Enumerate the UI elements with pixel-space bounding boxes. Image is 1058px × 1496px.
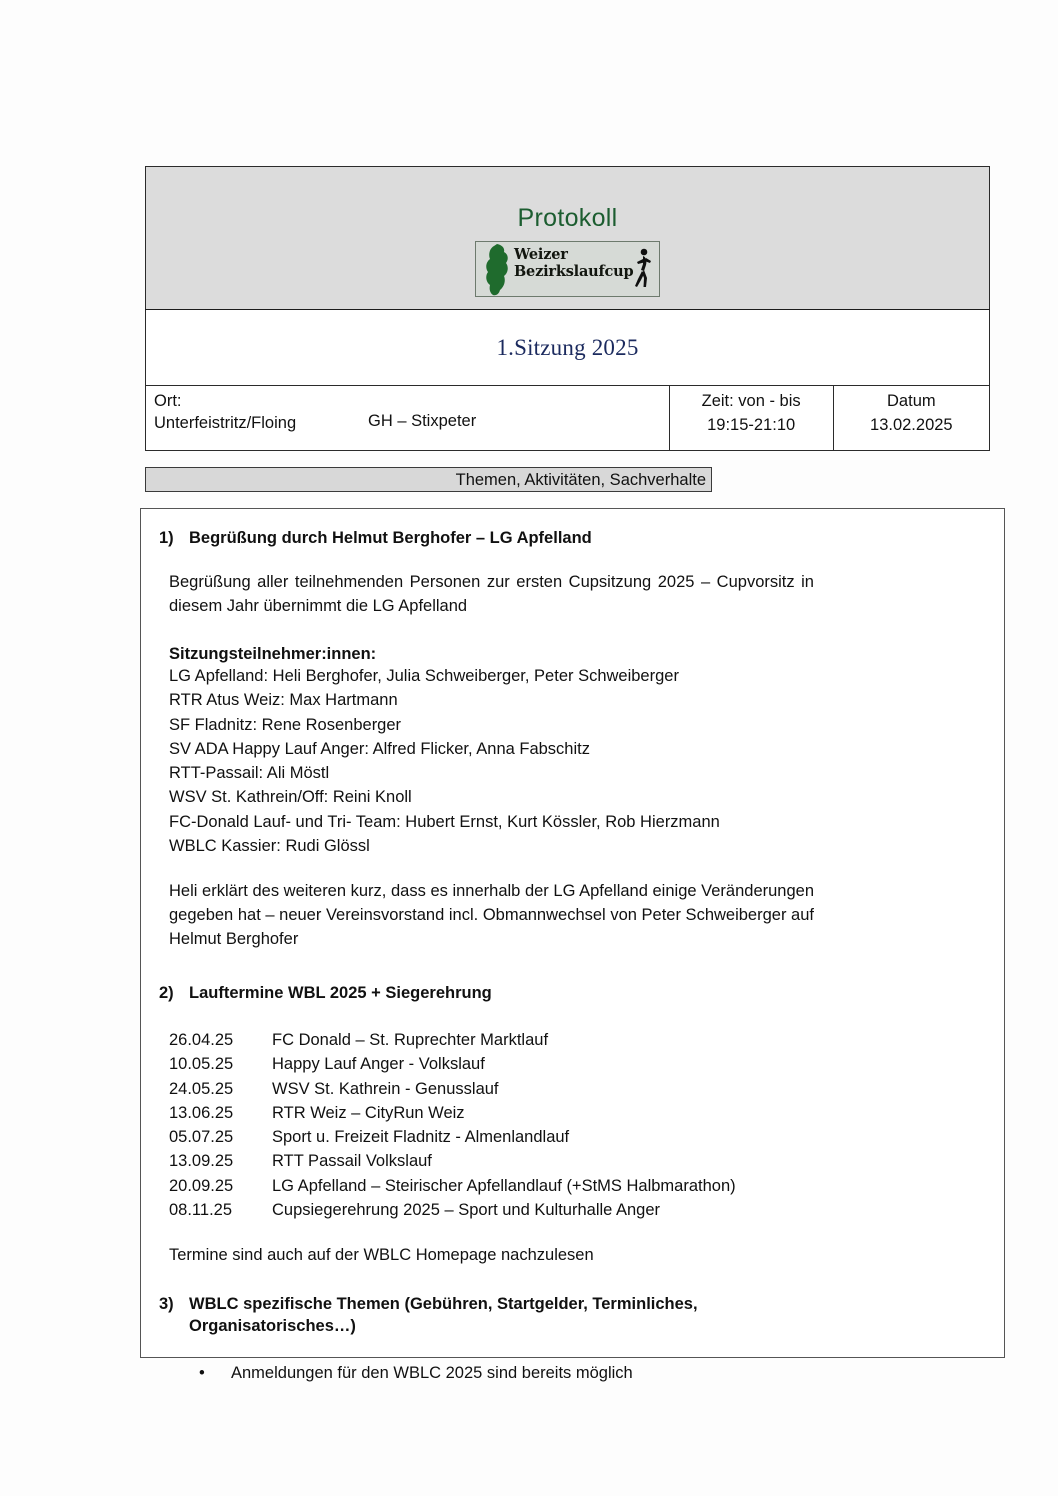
list-item: SF Fladnitz: Rene Rosenberger: [169, 715, 402, 734]
schedule-row: [169, 1149, 986, 1173]
time-value: 19:15-21:10: [707, 415, 796, 434]
schedule-date: 20.09.25: [169, 1176, 234, 1195]
schedule-event: WSV St. Kathrein - Genusslauf: [272, 1079, 499, 1098]
header-session-row: [146, 310, 990, 386]
list-item: SV ADA Happy Lauf Anger: Alfred Flicker, Anna Fabschitz: [169, 739, 590, 758]
date-cell: [833, 386, 989, 451]
weizer-bezirkslaufcup-logo: [475, 241, 660, 297]
agenda-item-3-title: WBLC spezifische Themen (Gebühren, Startgelder, Terminliches, Organisatorisches…): [189, 1295, 698, 1336]
document-header-table: [145, 166, 990, 451]
list-item: RTR Atus Weiz: Max Hartmann: [169, 691, 398, 710]
styria-district-map-icon: [484, 243, 512, 297]
schedule-row: [169, 1174, 986, 1198]
page-title: Protokoll: [517, 204, 618, 232]
section-header-bar: Themen, Aktivitäten, Sachverhalte: [145, 467, 712, 492]
race-schedule-list: [169, 1028, 986, 1222]
agenda-item-2-marker: 2): [159, 983, 174, 1002]
header-logo-cell: [146, 167, 990, 310]
schedule-row: [169, 1101, 986, 1125]
agenda-item-1-closing-paragraph: Heli erklärt des weiteren kurz, dass es innerhalb der LG Apfelland einige Veränderungen gegeben hat – neuer Vereinsvorstand incl. Obmannwechsel von Peter Schweiberger auf Helmut Berghofer: [169, 882, 814, 948]
schedule-date: 08.11.25: [169, 1200, 233, 1219]
agenda-item-2-title: Lauftermine WBL 2025 + Siegerehrung: [189, 983, 492, 1002]
list-item: FC-Donald Lauf- und Tri- Team: Hubert Ernst, Kurt Kössler, Rob Hierzmann: [169, 812, 720, 831]
schedule-event: RTT Passail Volkslauf: [272, 1152, 432, 1171]
schedule-event: Happy Lauf Anger - Volkslauf: [272, 1055, 485, 1074]
header-session-cell: [146, 310, 990, 386]
header-info-row: [146, 386, 990, 451]
schedule-event: LG Apfelland – Steirischer Apfellandlauf (+StMS Halbmarathon): [272, 1176, 736, 1195]
agenda-item-3-marker: 3): [159, 1295, 174, 1314]
bullet-icon: •: [199, 1363, 205, 1382]
location-cell: [146, 386, 670, 451]
agenda-item-1-heading: [159, 527, 986, 549]
bullet-text: Anmeldungen für den WBLC 2025 sind bereits möglich: [231, 1363, 633, 1382]
schedule-event: FC Donald – St. Ruprechter Marktlauf: [272, 1031, 549, 1050]
schedule-date: 05.07.25: [169, 1128, 234, 1147]
participants-heading: Sitzungsteilnehmer:innen:: [169, 645, 377, 664]
list-item: WBLC Kassier: Rudi Glössl: [169, 836, 370, 855]
schedule-date: 13.09.25: [169, 1152, 234, 1171]
schedule-date: 13.06.25: [169, 1103, 234, 1122]
agenda-item-2-heading: [159, 982, 986, 1004]
agenda-item-3-bullet: [199, 1364, 986, 1383]
time-cell: [669, 386, 833, 451]
schedule-row: [169, 1125, 986, 1149]
schedule-date: 26.04.25: [169, 1031, 234, 1050]
date-value: 13.02.2025: [870, 415, 953, 434]
schedule-row: [169, 1198, 986, 1222]
logo-line-2: Bezirkslaufcup: [514, 262, 634, 280]
schedule-row: [169, 1077, 986, 1101]
schedule-date: 24.05.25: [169, 1079, 234, 1098]
venue-name: GH – Stixpeter: [368, 412, 477, 430]
location-label: Ort:: [154, 392, 182, 410]
agenda-item-1-paragraph: Begrüßung aller teilnehmenden Personen zur ersten Cupsitzung 2025 – Cupvorsitz in diesem Jahr übernimmt die LG Apfelland: [169, 573, 814, 616]
participants-list: [169, 664, 986, 858]
logo-line-1: Weizer: [514, 246, 568, 263]
schedule-event: RTR Weiz – CityRun Weiz: [272, 1103, 465, 1122]
time-label: Zeit: von - bis: [701, 392, 801, 410]
schedule-row: [169, 1028, 986, 1052]
list-item: WSV St. Kathrein/Off: Reini Knoll: [169, 788, 412, 807]
agenda-item-1-title: Begrüßung durch Helmut Berghofer – LG Apfelland: [189, 529, 592, 547]
schedule-note: Termine sind auch auf der WBLC Homepage nachzulesen: [169, 1246, 594, 1265]
session-title: 1.Sitzung 2025: [496, 334, 639, 360]
minutes-content-box: [140, 508, 1005, 1382]
location-value: Unterfeistritz/Floing: [154, 414, 297, 433]
schedule-event: Sport u. Freizeit Fladnitz - Almenlandlauf: [272, 1128, 570, 1147]
agenda-item-3-heading: [159, 1293, 819, 1338]
runner-icon: [631, 246, 653, 294]
schedule-event: Cupsiegerehrung 2025 – Sport und Kulturhalle Anger: [272, 1200, 661, 1219]
list-item: LG Apfelland: Heli Berghofer, Julia Schweiberger, Peter Schweiberger: [169, 667, 679, 686]
list-item: RTT-Passail: Ali Möstl: [169, 764, 330, 783]
date-label: Datum: [887, 392, 936, 410]
schedule-date: 10.05.25: [169, 1055, 234, 1074]
schedule-row: [169, 1052, 986, 1076]
logo-text-block: [514, 247, 642, 280]
agenda-item-1-marker: 1): [159, 529, 174, 547]
header-logo-row: [146, 167, 990, 310]
